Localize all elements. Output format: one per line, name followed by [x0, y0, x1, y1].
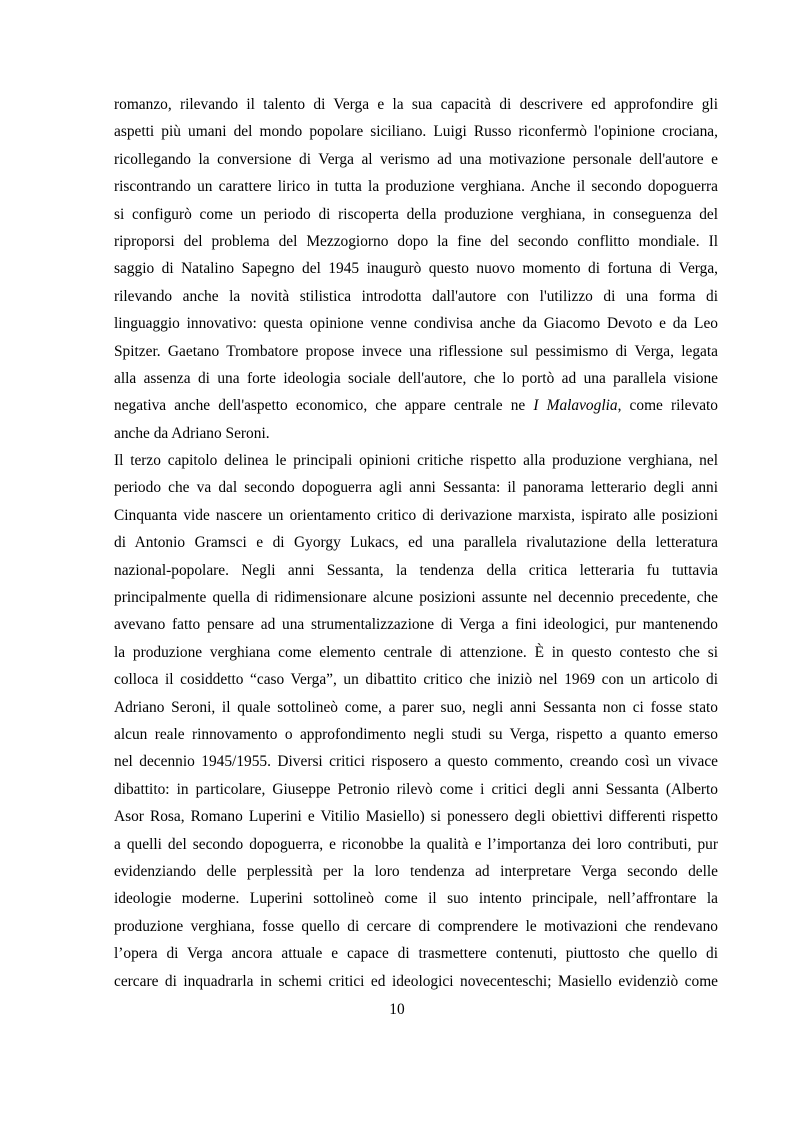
text-line: principalmente quella di ridimensionare alcune posizioni assunte nel decennio precedente, che: [114, 589, 718, 607]
text-line: l’opera di Verga ancora attuale e capace di trasmettere contenuti, piuttosto che quello di: [114, 945, 718, 963]
text-line: Asor Rosa, Romano Luperini e Vitilio Masiello) si ponessero degli obiettivi differenti rispetto: [114, 808, 718, 826]
text-line: la produzione verghiana come elemento centrale di attenzione. È in questo contesto che si: [114, 643, 718, 661]
text-line: aspetti più umani del mondo popolare siciliano. Luigi Russo riconfermò l'opinione crociana,: [114, 123, 718, 141]
text-line: romanzo, rilevando il talento di Verga e la sua capacità di descrivere ed approfondire gli: [114, 96, 718, 113]
text-line: Cinquanta vide nascere un orientamento critico di derivazione marxista, ispirato alle posizioni: [114, 506, 718, 524]
text-line: alla assenza di una forte ideologia sociale dell'autore, che lo portò ad una parallela visione: [114, 369, 718, 387]
text-line: ideologie moderne. Luperini sottolineò come il suo intento principale, nell’affrontare la: [114, 890, 718, 908]
book-title: I Malavoglia: [533, 397, 618, 415]
text-line: alcun reale rinnovamento o approfondimento negli studi su Verga, rispetto a quanto emerso: [114, 725, 718, 743]
text-line: Spitzer. Gaetano Trombatore propose invece una riflessione sul pessimismo di Verga, legata: [114, 342, 718, 360]
text-line: evidenziando delle perplessità per la loro tendenza ad interpretare Verga secondo delle: [114, 862, 718, 880]
text-line: periodo che va dal secondo dopoguerra agli anni Sessanta: il panorama letterario degli anni: [114, 479, 718, 497]
text-line: a quelli del secondo dopoguerra, e riconobbe la qualità e l’importanza dei loro contributi, pur: [114, 835, 718, 853]
text-line: colloca il cosiddetto “caso Verga”, un dibattito critico che iniziò nel 1969 con un articolo di: [114, 671, 718, 689]
text-line: ricollegando la conversione di Verga al verismo ad una motivazione personale dell'autore e: [114, 150, 718, 168]
text-line: riproporsi del problema del Mezzogiorno dopo la fine del secondo conflitto mondiale. Il: [114, 232, 718, 250]
page-number: 10: [389, 1001, 405, 1018]
text-line: saggio di Natalino Sapegno del 1945 inaugurò questo nuovo momento di fortuna di Verga,: [114, 260, 718, 278]
text-line: linguaggio innovativo: questa opinione venne condivisa anche da Giacomo Devoto e da Leo: [114, 315, 718, 333]
text-line: di Antonio Gramsci e di Gyorgy Lukacs, ed una parallela rivalutazione della letteratura: [114, 534, 718, 552]
text-line: Il terzo capitolo delinea le principali opinioni critiche rispetto alla produzione verghiana, nel: [114, 452, 718, 470]
text-segment: , come rilevato: [617, 397, 718, 415]
text-line: Adriano Seroni, il quale sottolineò come, a parer suo, negli anni Sessanta non ci fosse stato: [114, 698, 718, 716]
text-line: si configurò come un periodo di riscoperta della produzione verghiana, in conseguenza del: [114, 205, 718, 223]
document-body: [114, 91, 718, 995]
text-line: riscontrando un carattere lirico in tutta la produzione verghiana. Anche il secondo dopoguerra: [114, 178, 718, 196]
text-line: avevano fatto pensare ad una strumentalizzazione di Verga a fini ideologici, pur mantenendo: [114, 616, 718, 634]
text-segment: negativa anche dell'aspetto economico, che appare centrale ne: [114, 397, 534, 415]
text-line-with-title: [114, 392, 718, 419]
text-line: rilevando anche la novità stilistica introdotta dall'autore con l'utilizzo di una forma di: [114, 287, 718, 305]
text-line: cercare di inquadrarla in schemi critici ed ideologici novecenteschi; Masiello evidenziò come: [114, 972, 718, 990]
text-line: nel decennio 1945/1955. Diversi critici risposero a questo commento, creando così un vivace: [114, 753, 718, 771]
text-line: produzione verghiana, fosse quello di cercare di comprendere le motivazioni che rendevano: [114, 917, 718, 935]
text-line: nazional-popolare. Negli anni Sessanta, la tendenza della critica letteraria fu tuttavia: [114, 561, 718, 579]
text-line-paragraph-end: anche da Adriano Seroni.: [114, 424, 270, 442]
text-line: dibattito: in particolare, Giuseppe Petronio rilevò come i critici degli anni Sessanta (Alberto: [114, 780, 718, 798]
